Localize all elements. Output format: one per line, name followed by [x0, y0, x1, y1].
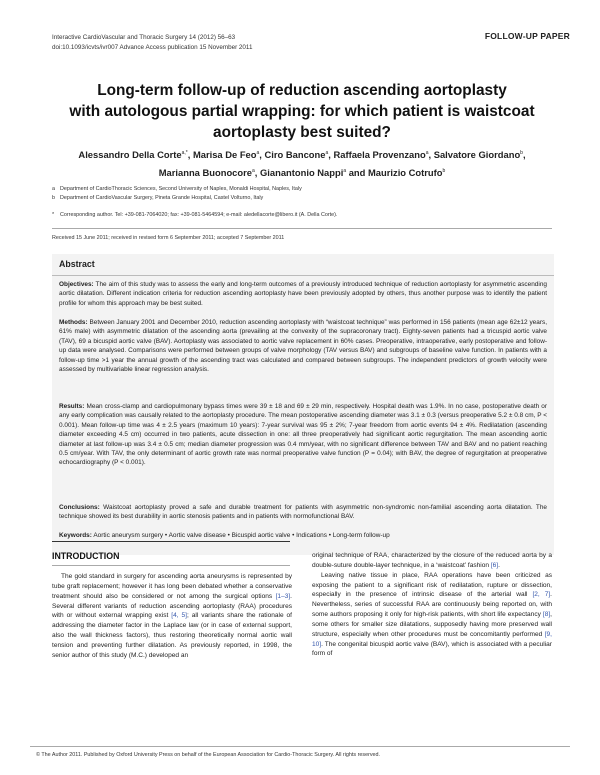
author-affiliation-mark: a [325, 150, 329, 156]
intro-text: . [498, 561, 500, 569]
introduction-heading: INTRODUCTION [52, 551, 120, 561]
intro-text: , some others for smaller size dilatations, supposedly having more preserved wall structure, especially when other procedures must be concomitantly performed [312, 611, 552, 638]
objectives-text: The aim of this study was to assess the early and long-term outcomes of a previously introduced technique of reduction aortoplasty for asymmetric ascending aortic dilatation. Different indication criteria for reduction ascending aortoplasty have been previously adopted by others, thus another purpose was to identify the patient profile for whom this approach may be best suited. [59, 281, 547, 307]
citation-link[interactable]: [6] [490, 561, 499, 569]
abstract-divider [52, 275, 554, 276]
abstract-conclusions [59, 503, 547, 522]
asterisk-mark: * [52, 212, 55, 218]
intro-text: ; all variants share the rationale of addressing the diameter factor in the Laplace law (or in case of external support, also the wall thickness factors), thus restoring theoretically normal aortic wall tension and preventing further dilatation. As previously reported, in 1998, the senior author of this study (M.C.) developed an [52, 612, 293, 659]
citation-link[interactable]: [4, 5] [171, 612, 187, 620]
author-name: Maurizio Cotrufo [368, 167, 443, 178]
author-name: Marianna Buonocore [158, 167, 252, 178]
affiliation-b [52, 194, 302, 203]
intro-text: . The congenital bicuspid aortic valve (BAV), which is associated with a peculiar form of [312, 640, 552, 658]
journal-doi[interactable]: doi:10.1093/icvts/ivr007 Advance Access publication 15 November 2011 [52, 43, 253, 51]
author-list [52, 145, 552, 181]
correspondence-text[interactable]: Corresponding author. Tel: +39-081-7064020; fax: +39-081-5464594; e-mail: aledellacorte@libero.it (A. Della Corte). [60, 212, 338, 218]
abstract-results [59, 402, 547, 468]
conclusions-label: Conclusions: [59, 504, 100, 511]
affiliation-mark: a [52, 186, 55, 192]
author-name: Marisa De Feo [192, 149, 257, 160]
copyright-footer: © The Author 2011. Published by Oxford University Press on behalf of the European Association for Cardio-Thoracic Surgery. All rights reserved. [36, 752, 381, 758]
intro-text: . Several different variants of reduction ascending aortoplasty (RAA) procedures with or without external wrapping exist [52, 592, 292, 620]
right-column [312, 551, 552, 659]
methods-text: Between January 2001 and December 2010, reduction ascending aortoplasty with “waistcoat technique” was performed in 156 patients (mean age 62±12 years, 61% male) with asymmetric dilatation of the ascending aorta (prevailing at the convexity of the supracoronary tract). Eighty-seven patients had a tricuspid aortic valve (TAV), 69 a bicuspid aortic valve (BAV). Aortoplasty was associated to aortic valve replacement in 60% cases. Preoperative, intraoperative, early postoperative and follow-up data were analysed. Comparisons were performed between groups of valve morphology (TAV versus BAV) and subgroups of baseline valve function. In patients with a follow-up time >1 year the annual growth of the ascending tract was calculated and compared between subgroups. The independent predictors of growth velocity were assessed by multivariable linear regression analysis. [59, 319, 547, 374]
affiliation-text: Department of CardioVascular Surgery, Pineta Grande Hospital, Castel Volturno, Italy [60, 194, 264, 201]
intro-paragraph-1 [52, 572, 292, 661]
citation-link[interactable]: [8] [542, 611, 551, 619]
author-affiliation-mark: b [442, 168, 446, 174]
author-affiliation-mark: a [425, 150, 429, 156]
author-name: Salvatore Giordano [433, 149, 521, 160]
results-label: Results: [59, 403, 85, 410]
author-name: Ciro Bancone [264, 149, 326, 160]
affiliation-mark: b [52, 194, 55, 201]
journal-citation: Interactive CardioVascular and Thoracic Surgery 14 (2012) 56–63 [52, 34, 236, 41]
conclusions-text: Waistcoat aortoplasty proved a safe and durable treatment for patients with asymmetric non-syndromic non-familial ascending aorta dilatation. The technique showed its best durability in aortic stenosis patients and in patients with normofunctional BAV. [59, 504, 548, 521]
intro-text: original technique of RAA, characterized by the closure of the reduced aorta by a double-suture double-layer technique, in a ‘waistcoat’ fashion [312, 552, 552, 569]
intro-text: The gold standard in surgery for ascending aorta aneurysms is represented by tube graft replacement; however it has long been debated whether a conservative treatment should also be considered or not among the surgical options [52, 573, 292, 600]
citation-link[interactable]: [9, 10] [312, 630, 552, 648]
intro-text: . Nevertheless, series of successful RAA are continuously being reported on, with some authors proposing it only for high-risk patients, with short life expectancy [312, 591, 552, 619]
intro-text: Leaving native tissue in place, RAA operations have been criticized as exposing the patient to a significant risk of redilatation, rupture or dissection, especially in the presence of intrinsic disease of the arterial wall [312, 571, 552, 599]
journal-info [52, 33, 252, 52]
results-text: Mean cross-clamp and cardiopulmonary bypass times were 39 ± 18 and 69 ± 29 min, respectively. Hospital death was 1.9%. In no case, postoperative death or any early complication was causally related to the aortoplasty procedure. The mean postoperative ascending diameter was 3.1 ± 0.3 (versus preoperative 5.2 ± 0.8 cm, P < 0.001). Mean follow-up time was 4 ± 2.5 years (maximum 10 years): 7-year survival was 95 ± 2%; 7-year freedom from aortic events 94 ± 4%. Redilatation (ascending diameter exceeding 4.5 cm) occurred in two patients, acute dissection in one: all three preoperatively had significant aortic regurgitation. The mean ascending aortic diameter at last follow-up was 3.4 ± 0.5 cm; median diameter progression was 0.4 mm/year, with no significant difference between TAV and BAV and no patient reaching 0.5 cm/year. With TAV, the only determinant of aortic growth rate was normal preoperative valve function (P = 0.04); with BAV, the degree of regurgitation at preoperative echocardiography (P < 0.001). [59, 403, 547, 467]
intro-paragraph-2 [312, 571, 552, 660]
intro-paragraph-1-cont [312, 551, 552, 571]
divider [52, 228, 552, 229]
author-affiliation-mark: a [256, 150, 260, 156]
citation-link[interactable]: [2, 7] [532, 591, 551, 599]
title-line-1: Long-term follow-up of reduction ascending aortoplasty [97, 82, 507, 99]
author-affiliation-mark: a [251, 168, 255, 174]
objectives-label: Objectives: [59, 281, 94, 288]
author-affiliation-mark: a [343, 168, 347, 174]
section-rule-bottom [52, 565, 290, 566]
author-name: Raffaela Provenzano [333, 149, 426, 160]
title-line-2: with autologous partial wrapping: for which patient is waistcoat [69, 103, 535, 120]
article-title [52, 80, 552, 143]
section-rule [52, 541, 290, 542]
footer-divider [30, 746, 570, 747]
keywords-text: Aortic aneurysm surgery • Aortic valve disease • Bicuspid aortic valve • Indications • Long-term follow-up [93, 532, 390, 539]
methods-label: Methods: [59, 319, 88, 326]
affiliation-a [52, 185, 302, 194]
correspondence [52, 211, 337, 220]
citation-link[interactable]: [1–3] [275, 592, 291, 600]
author-name: Alessandro Della Corte [78, 149, 182, 160]
keywords-label: Keywords: [59, 532, 92, 539]
abstract-methods [59, 318, 547, 374]
author-line-2: Marianna Buonocore$^a$, Gianantonio Nappi$^a$ and Maurizio Cotrufo$^b$ [158, 167, 446, 178]
abstract-heading: Abstract [59, 259, 95, 269]
author-affiliation-mark: a,* [181, 150, 188, 156]
abstract-keywords [59, 531, 547, 540]
article-type-label: FOLLOW-UP PAPER [484, 31, 570, 41]
affiliations [52, 185, 302, 202]
left-column [52, 572, 292, 661]
article-dates: Received 15 June 2011; received in revised form 6 September 2011; accepted 7 September 2011 [52, 235, 285, 241]
abstract-objectives [59, 280, 547, 308]
author-affiliation-mark: b [520, 150, 523, 156]
author-line-1: Alessandro Della Corte$^{a,*}$, Marisa De Feo$^a$, Ciro Bancone$^a$, Raffaela Provenzano$^a$, Salvatore Giordano$^b$, [78, 149, 526, 160]
title-line-3: aortoplasty best suited? [213, 124, 391, 141]
abstract-box [52, 254, 554, 555]
author-name: Gianantonio Nappi [259, 167, 344, 178]
affiliation-text: Department of CardioThoracic Sciences, Second University of Naples, Monaldi Hospital, Naples, Italy [60, 186, 302, 192]
